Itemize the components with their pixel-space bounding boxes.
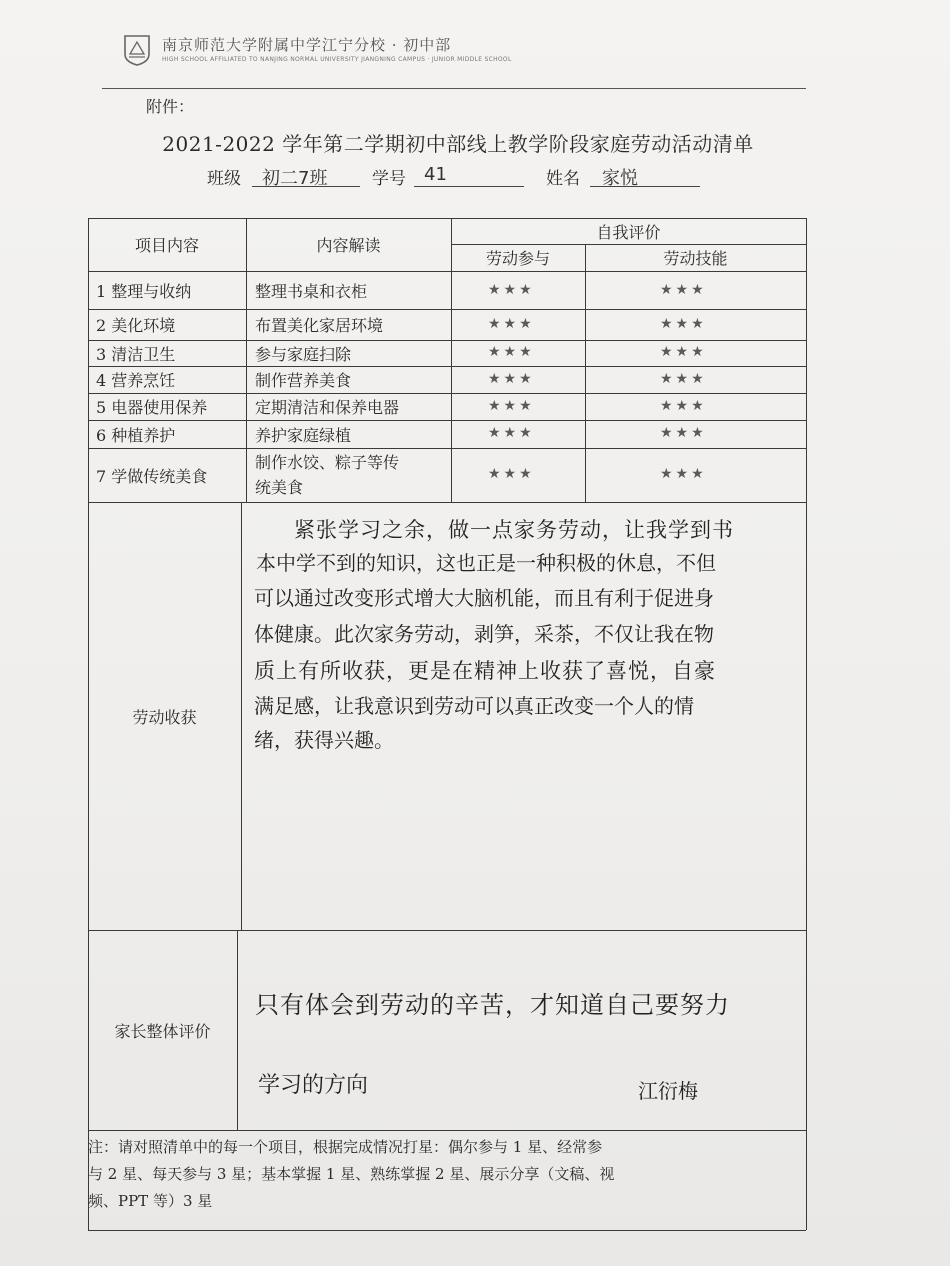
row-description: 布置美化家居环境	[255, 316, 384, 335]
skill-stars: ★★★	[660, 425, 707, 441]
school-logo-icon	[122, 34, 152, 66]
participation-stars: ★★★	[488, 282, 535, 298]
parent-evaluation-label: 家长整体评价	[114, 1021, 211, 1041]
student-id-value: 41	[424, 164, 447, 185]
participation-stars: ★★★	[488, 371, 535, 387]
participation-stars: ★★★	[488, 344, 535, 360]
name-label: 姓名	[546, 169, 580, 189]
appendix-label: 附件：	[146, 97, 195, 116]
header-description: 内容解读	[316, 236, 381, 255]
parent-signature: 江衍梅	[638, 1079, 698, 1103]
harvest-label: 劳动收获	[132, 707, 197, 727]
document-title: 2021-2022 学年第二学期初中部线上教学阶段家庭劳动活动清单	[162, 132, 754, 156]
skill-stars: ★★★	[660, 466, 707, 482]
skill-stars: ★★★	[660, 316, 707, 332]
row-description: 参与家庭扫除	[255, 344, 352, 364]
skill-stars: ★★★	[660, 282, 707, 298]
header-divider	[102, 88, 806, 89]
handwritten-line: 满足感，让我意识到劳动可以真正改变一个人的情	[254, 694, 694, 718]
class-label: 班级	[207, 169, 241, 189]
handwritten-line: 紧张学习之余，做一点家务劳动，让我学到书	[294, 518, 734, 542]
handwritten-line: 体健康。此次家务劳动，剥笋，采茶，不仅让我在物	[254, 622, 714, 646]
participation-stars: ★★★	[488, 466, 535, 482]
handwritten-line: 质上有所收获，更是在精神上收获了喜悦，自豪	[254, 659, 716, 683]
note-line: 频、PPT 等）3 星	[88, 1192, 213, 1210]
note-line: 注：请对照清单中的每一个项目，根据完成情况打星：偶尔参与 1 星、经常参	[88, 1138, 603, 1156]
row-description: 养护家庭绿植	[255, 425, 352, 445]
row-description: 制作营养美食	[255, 371, 352, 390]
row-description-line: 制作水饺、粽子等传	[255, 453, 400, 472]
participation-stars: ★★★	[488, 425, 535, 441]
row-item: 4 营养烹饪	[96, 371, 176, 390]
parent-comment-line: 学习的方向	[258, 1073, 369, 1098]
row-description	[255, 450, 399, 500]
row-item: 6 种植养护	[96, 425, 176, 445]
note-line: 与 2 星、每天参与 3 星；基本掌握 1 星、熟练掌握 2 星、展示分享（文稿、视	[88, 1165, 615, 1183]
row-description-line: 统美食	[255, 478, 304, 497]
name-field	[590, 164, 700, 187]
row-description: 整理书桌和衣柜	[255, 281, 368, 301]
participation-stars: ★★★	[488, 398, 535, 414]
school-name-en: HIGH SCHOOL AFFILIATED TO NANJING NORMAL UNIVERSITY JIANGNING CAMPUS · JUNIOR MIDDLE SCHOOL	[162, 56, 512, 63]
header-item: 项目内容	[134, 236, 199, 255]
row-description: 定期清洁和保养电器	[255, 398, 400, 417]
skill-stars: ★★★	[660, 371, 707, 387]
school-name-cn: 南京师范大学附属中学江宁分校 · 初中部	[162, 36, 452, 54]
name-value: 家悦	[602, 168, 638, 189]
class-value: 初二7班	[262, 168, 328, 189]
row-item: 1 整理与收纳	[96, 281, 192, 301]
header-self-evaluation: 自我评价	[596, 222, 661, 242]
row-item: 7 学做传统美食	[96, 466, 208, 486]
row-item: 3 清洁卫生	[96, 344, 176, 364]
class-field	[252, 164, 360, 187]
handwritten-line: 可以通过改变形式增大大脑机能，而且有利于促进身	[254, 586, 714, 610]
participation-stars: ★★★	[488, 316, 535, 332]
letterhead	[122, 34, 512, 74]
skill-stars: ★★★	[660, 344, 707, 360]
skill-stars: ★★★	[660, 398, 707, 414]
row-item: 2 美化环境	[96, 316, 176, 335]
parent-comment-line: 只有体会到劳动的辛苦，才知道自己要努力	[255, 991, 730, 1019]
student-id-label: 学号	[372, 169, 406, 189]
handwritten-line: 本中学不到的知识，这也正是一种积极的休息，不但	[256, 551, 716, 575]
student-id-field	[414, 164, 524, 187]
row-item: 5 电器使用保养	[96, 398, 208, 417]
header-participation: 劳动参与	[485, 249, 550, 268]
header-skill: 劳动技能	[663, 249, 728, 268]
handwritten-line: 绪，获得兴趣。	[254, 728, 394, 752]
